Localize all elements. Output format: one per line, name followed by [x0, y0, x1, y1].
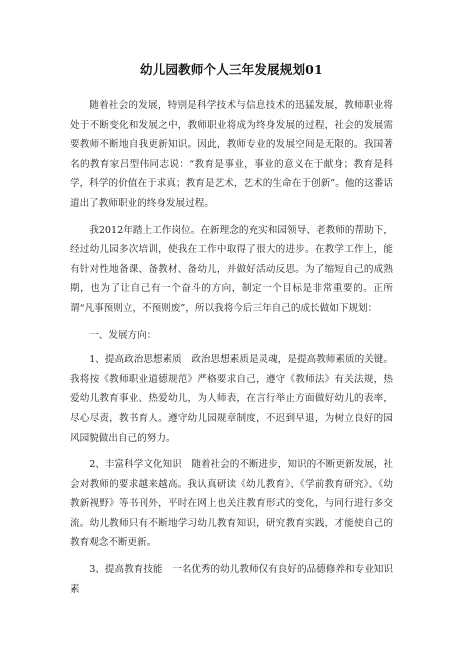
- paragraph-item-1: 1、提高政治思想素质 政治思想素质是灵魂，是提高教师素质的关键。我将按《教师职业道德规范》严格要求自己，遵守《教师法》有关法规，热爱幼儿教育事业、热爱幼儿，为人师表，在言行举止方面做好幼儿的表率，尽心尽责，教书育人。遵守幼儿园规章制度，不迟到早退，为树立良好的园风园貌做出自己的努力。: [70, 354, 393, 444]
- paragraph-background: 我2012年踏上工作岗位。在新理念的充实和园领导、老教师的帮助下，经过幼儿园多次培训，使我在工作中取得了很大的进步。在教学工作上，能有针对性地备课、备教材、备幼儿，并做好活动反思。为了缩短自己的成熟期，也为了让自己有一个奋斗的方向，制定一个目标是非常重要的。正所谓“凡事预则立，不预则废”，所以我将今后三年自己的成长做如下规划：: [70, 224, 393, 314]
- document-title: 幼儿园教师个人三年发展规划01: [140, 62, 323, 77]
- paragraph-item-3: 3、提高教育技能 一名优秀的幼儿教师仅有良好的品德修养和专业知识素: [70, 564, 393, 595]
- section-heading-direction: 一、发展方向：: [89, 329, 157, 341]
- document-body: [70, 96, 393, 599]
- paragraph-item-2: 2、丰富科学文化知识 随着社会的不断进步，知识的不断更新发展，社会对教师的要求越来越高。我认真研读《幼儿教育》、《学前教育研究》、《幼教新视野》等书刊外，平时在网上也关注教育形式的变化，与同行进行多交流。幼儿教师只有不断地学习幼儿教育知识，研究教育实践，才能使自己的教育观念不断更新。: [70, 459, 393, 549]
- paragraph-intro: 随着社会的发展，特别是科学技术与信息技术的迅猛发展，教师职业将处于不断变化和发展之中，教师职业将成为终身发展的过程，社会的发展需要教师不断地自我更新知识。因此，教师专业的发展空间是无限的。我国著名的教育家吕型伟同志说：“教育是事业，事业的意义在于献身；教育是科学，科学的价值在于求真；教育是艺术，艺术的生命在于创新”。他的这番话道出了教师职业的终身发展过程。: [70, 100, 393, 209]
